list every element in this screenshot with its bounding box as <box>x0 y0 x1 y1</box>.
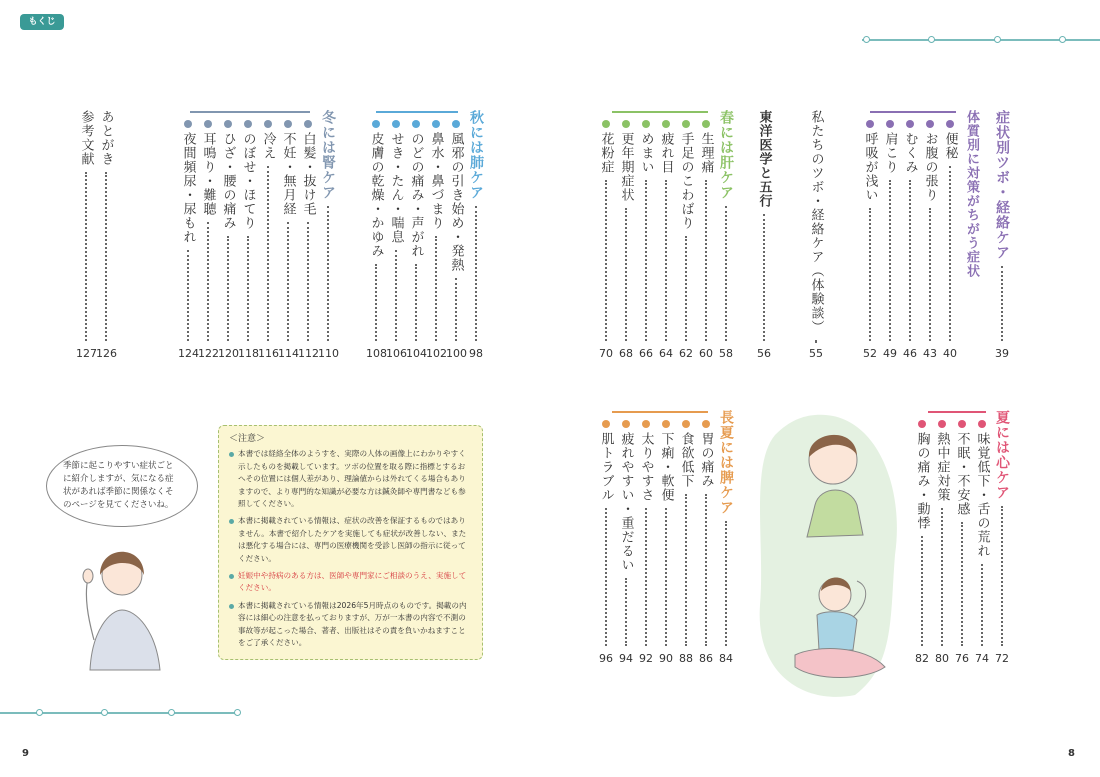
toc-item[interactable] <box>258 120 278 360</box>
bullet-icon <box>264 120 272 128</box>
notice-text: 本書に掲載されている情報は2026年5月時点のものです。掲載の内容には細心の注意を払っておりますが、万が一本書の内容で不測の事故等が起こった場合、著者、出版社はその責を負いかねますことをご了承ください。 <box>238 600 467 648</box>
toc-item-label: 手足のこわばり <box>678 132 694 230</box>
toc-item-label: 胸の痛み・動悸 <box>914 432 930 530</box>
toc-item-label: むくみ <box>902 132 918 174</box>
leader-dots <box>725 521 727 646</box>
toc-item[interactable] <box>446 120 466 360</box>
section-title: 冬には腎ケア <box>320 110 336 200</box>
rule-dot <box>928 36 935 43</box>
page-number-left: 9 <box>22 748 29 759</box>
bullet-icon <box>432 120 440 128</box>
page-ref: 96 <box>599 652 613 665</box>
toc-item[interactable] <box>278 120 298 360</box>
bullet-icon <box>958 420 966 428</box>
toc-item[interactable] <box>900 120 920 360</box>
leader-dots <box>725 206 727 341</box>
toc-item-label: 下痢・軟便 <box>658 432 674 502</box>
page-ref: 55 <box>809 347 823 360</box>
bullet-icon <box>204 120 212 128</box>
bullet-icon <box>926 120 934 128</box>
toc-item[interactable] <box>676 420 696 665</box>
page-ref: 110 <box>318 347 339 360</box>
page-ref: 70 <box>599 347 613 360</box>
toc-symptom-title: 症状別ツボ・経絡ケア <box>994 110 1010 260</box>
leader-dots <box>287 222 289 341</box>
page-ref: 118 <box>238 347 259 360</box>
toc-badge: もくじ <box>20 14 64 30</box>
bullet-icon <box>702 420 710 428</box>
toc-item[interactable] <box>616 120 636 360</box>
bullet-icon <box>602 120 610 128</box>
toc-item-label: 味覚低下・舌の荒れ <box>974 432 990 558</box>
bullet-icon <box>229 574 234 579</box>
leader-dots <box>395 250 397 341</box>
toc-item-label: のどの痛み・声がれ <box>408 132 424 258</box>
notice-box <box>218 425 483 660</box>
section-title: 秋には肺ケア <box>468 110 484 200</box>
bullet-icon <box>372 120 380 128</box>
bullet-icon <box>906 120 914 128</box>
toc-doyou-heading[interactable] <box>716 410 736 665</box>
page-ref: 90 <box>659 652 673 665</box>
leader-dots <box>929 208 931 341</box>
toc-item[interactable] <box>912 420 932 665</box>
toc-item-label: 肩こり <box>882 132 898 174</box>
toc-item[interactable] <box>406 120 426 360</box>
section-rule <box>190 111 310 113</box>
bullet-icon <box>642 420 650 428</box>
toc-item[interactable] <box>696 120 716 360</box>
toc-item-label: 花粉症 <box>598 132 614 174</box>
toc-item[interactable] <box>636 120 656 360</box>
page-number-right: 8 <box>1068 748 1075 759</box>
toc-story[interactable] <box>806 110 826 360</box>
page-ref: 102 <box>426 347 447 360</box>
leader-dots <box>921 536 923 646</box>
leader-dots <box>307 222 309 341</box>
leader-dots <box>889 180 891 341</box>
leader-dots <box>869 208 871 341</box>
toc-item[interactable] <box>366 120 386 360</box>
bullet-icon <box>642 120 650 128</box>
leader-dots <box>105 172 107 341</box>
notice-text: 本書では経絡全体のようすを、実際の人体の画像上にわかりやすく示したものを掲載しています。ツボの位置を取る際に指標とするおへその位置には個人差があり、理論値からは外れてくる場合もありますので、より専門的な知識が必要な方は鍼灸師や専門書なども参照してください。 <box>238 449 466 509</box>
leader-dots <box>685 236 687 341</box>
toc-afterword[interactable] <box>96 110 116 360</box>
page-ref: 114 <box>278 347 299 360</box>
bullet-icon <box>918 420 926 428</box>
toc-item-label: 皮膚の乾燥・かゆみ <box>368 132 384 258</box>
leader-dots <box>187 250 189 341</box>
bullet-icon <box>662 420 670 428</box>
rule-dot <box>168 709 175 716</box>
toc-item-label: 鼻水・鼻づまり <box>428 132 444 230</box>
bullet-icon <box>946 120 954 128</box>
bullet-icon <box>229 452 234 457</box>
page-ref: 62 <box>679 347 693 360</box>
toc-item-label: 疲れ目 <box>658 132 674 174</box>
notice-item <box>229 600 472 650</box>
page-ref: 40 <box>943 347 957 360</box>
page-ref: 64 <box>659 347 673 360</box>
speech-bubble <box>46 445 198 527</box>
toc-item[interactable] <box>940 120 960 360</box>
page-ref: 72 <box>995 652 1009 665</box>
section-rule <box>870 111 956 113</box>
section-rule <box>612 411 708 413</box>
toc-item-label: 私たちのツボ・経絡ケア（体験談） <box>808 110 824 334</box>
toc-references[interactable] <box>76 110 96 360</box>
toc-item-label: 胃の痛み <box>698 432 714 488</box>
page-ref: 68 <box>619 347 633 360</box>
bullet-icon <box>978 420 986 428</box>
leader-dots <box>605 508 607 646</box>
toc-item[interactable] <box>178 120 198 360</box>
toc-item-label: 呼吸が浅い <box>862 132 878 202</box>
leader-dots <box>475 206 477 341</box>
toc-symptom-subheading: 体質別に対策がちがう症状 <box>964 110 979 278</box>
toc-item[interactable] <box>198 120 218 360</box>
page-ref: 108 <box>366 347 387 360</box>
leader-dots <box>685 494 687 646</box>
notice-item <box>229 515 472 565</box>
bullet-icon <box>284 120 292 128</box>
bullet-icon <box>184 120 192 128</box>
page-ref: 100 <box>446 347 467 360</box>
section-title: 春には肝ケア <box>718 110 734 200</box>
bullet-icon <box>224 120 232 128</box>
toc-spring-heading[interactable] <box>716 110 736 360</box>
toc-item-label: のぼせ・ほてり <box>240 132 256 230</box>
leader-dots <box>1001 506 1003 646</box>
toc-summer-heading[interactable] <box>992 410 1012 665</box>
toc-item-label: あとがき <box>98 110 114 166</box>
woman-pointing-illustration <box>70 530 170 680</box>
speech-bubble-text: 季節に起こりやすい症状ごとに紹介しますが、気になる症状があれば季節に関係なくそのページを見てくださいね。 <box>63 461 174 510</box>
toc-item[interactable] <box>596 120 616 360</box>
bullet-icon <box>392 120 400 128</box>
page-ref: 86 <box>699 652 713 665</box>
leader-dots <box>327 206 329 341</box>
notice-title: ＜注意＞ <box>229 434 266 444</box>
toc-item-label: 不妊・無月経 <box>280 132 296 216</box>
bullet-icon <box>938 420 946 428</box>
toc-item-label: 生理痛 <box>698 132 714 174</box>
page-ref: 66 <box>639 347 653 360</box>
toc-item-label: 更年期症状 <box>618 132 634 202</box>
leader-dots <box>705 180 707 341</box>
toc-item-label: ひざ・腰の痛み <box>220 132 236 230</box>
rule-dot <box>1059 36 1066 43</box>
toc-item[interactable] <box>932 420 952 665</box>
leader-dots <box>207 222 209 341</box>
page-ref: 80 <box>935 652 949 665</box>
toc-item[interactable] <box>386 120 406 360</box>
notice-text: 妊娠中や持病のある方は、医師や専門家にご相談のうえ、実施してください。 <box>238 571 467 593</box>
toc-item-label: 白髪・抜け毛 <box>300 132 316 216</box>
bullet-icon <box>229 519 234 524</box>
page-ref: 82 <box>915 652 929 665</box>
toc-item[interactable] <box>596 420 616 665</box>
toc-item[interactable] <box>218 120 238 360</box>
toc-item-label: 太りやすさ <box>638 432 654 502</box>
section-rule <box>928 411 986 413</box>
bullet-icon <box>886 120 894 128</box>
leader-dots <box>85 172 87 341</box>
rule-dot <box>234 709 241 716</box>
notice-text: 本書に掲載されている情報は、症状の改善を保証するものではありません。本書で紹介したケアを実施しても症状が改善しない、または悪化する場合には、専門の医療機関を受診し医師の指示に従ってください。 <box>238 516 467 563</box>
page-ref: 46 <box>903 347 917 360</box>
bullet-icon <box>866 120 874 128</box>
page-ref: 104 <box>406 347 427 360</box>
rule-dot <box>36 709 43 716</box>
leader-dots <box>665 180 667 341</box>
page-ref: 76 <box>955 652 969 665</box>
leader-dots <box>705 494 707 646</box>
leader-dots <box>247 236 249 341</box>
page-ref: 127 <box>76 347 97 360</box>
toc-item-label: お腹の張り <box>922 132 938 202</box>
leader-dots <box>605 180 607 341</box>
rule-dot <box>863 36 870 43</box>
page-ref: 112 <box>298 347 319 360</box>
toc-east[interactable] <box>754 110 774 360</box>
leader-dots <box>645 508 647 646</box>
toc-item[interactable] <box>298 120 318 360</box>
toc-item-label: 便秘 <box>942 132 958 160</box>
page-ref: 92 <box>639 652 653 665</box>
rule-dot <box>101 709 108 716</box>
leader-dots <box>815 340 817 341</box>
toc-item[interactable] <box>676 120 696 360</box>
toc-symptom-heading[interactable] <box>992 110 1012 360</box>
toc-item[interactable] <box>426 120 446 360</box>
bullet-icon <box>662 120 670 128</box>
page-ref: 58 <box>719 347 733 360</box>
bullet-icon <box>304 120 312 128</box>
page-ref: 98 <box>469 347 483 360</box>
page-ref: 106 <box>386 347 407 360</box>
toc-item[interactable] <box>860 120 880 360</box>
toc-autumn-heading[interactable] <box>466 110 486 360</box>
toc-item-label: 疲れやすい・重だるい <box>618 432 634 572</box>
bullet-icon <box>412 120 420 128</box>
page-ref: 94 <box>619 652 633 665</box>
leader-dots <box>375 264 377 341</box>
toc-item[interactable] <box>920 120 940 360</box>
notice-item <box>229 448 472 510</box>
bullet-icon <box>244 120 252 128</box>
leader-dots <box>665 508 667 646</box>
page-ref: 120 <box>218 347 239 360</box>
leader-dots <box>267 166 269 341</box>
toc-item[interactable] <box>636 420 656 665</box>
toc-item[interactable] <box>880 120 900 360</box>
toc-item[interactable] <box>972 420 992 665</box>
toc-item-label: 不眠・不安感 <box>954 432 970 516</box>
leader-dots <box>763 214 765 341</box>
bullet-icon <box>622 420 630 428</box>
page-ref: 122 <box>198 347 219 360</box>
toc-item-label: 肌トラブル <box>598 432 614 502</box>
leader-dots <box>909 180 911 341</box>
toc-winter-heading[interactable] <box>318 110 338 360</box>
toc-item-label: 風邪の引き始め・発熱 <box>448 132 464 272</box>
bullet-icon <box>229 604 234 609</box>
page-ref: 116 <box>258 347 279 360</box>
toc-item[interactable] <box>238 120 258 360</box>
toc-item-label: 東洋医学と五行 <box>756 110 772 208</box>
toc-item-label: 夜間頻尿・尿もれ <box>180 132 196 244</box>
page-ref: 124 <box>178 347 199 360</box>
section-rule <box>376 111 458 113</box>
leader-dots <box>961 522 963 646</box>
page-ref: 52 <box>863 347 877 360</box>
leader-dots <box>645 180 647 341</box>
toc-item[interactable] <box>616 420 636 665</box>
bullet-icon <box>702 120 710 128</box>
leader-dots <box>625 208 627 341</box>
section-rule <box>612 111 708 113</box>
toc-item-label: 冷え <box>260 132 276 160</box>
leader-dots <box>625 578 627 646</box>
toc-item-label: めまい <box>638 132 654 174</box>
leader-dots <box>949 166 951 341</box>
notice-item-warning <box>229 570 472 595</box>
toc-item[interactable] <box>696 420 716 665</box>
bullet-icon <box>602 420 610 428</box>
bullet-icon <box>682 120 690 128</box>
toc-item-label: せき・たん・喘息 <box>388 132 404 244</box>
section-title: 夏には心ケア <box>994 410 1010 500</box>
toc-item[interactable] <box>656 420 676 665</box>
section-title: 長夏には脾ケア <box>718 410 734 515</box>
leader-dots <box>455 278 457 341</box>
page-ref: 126 <box>96 347 117 360</box>
page-ref: 49 <box>883 347 897 360</box>
stretching-women-illustration <box>745 405 905 705</box>
bullet-icon <box>682 420 690 428</box>
page-ref: 39 <box>995 347 1009 360</box>
toc-item[interactable] <box>656 120 676 360</box>
leader-dots <box>941 508 943 646</box>
page-ref: 56 <box>757 347 771 360</box>
toc-item-label: 熱中症対策 <box>934 432 950 502</box>
page-ref: 74 <box>975 652 989 665</box>
page-ref: 60 <box>699 347 713 360</box>
leader-dots <box>415 264 417 341</box>
toc-item-label: 参考文献 <box>78 110 94 166</box>
toc-item-label: 食欲低下 <box>678 432 694 488</box>
toc-item-label: 耳鳴り・難聴 <box>200 132 216 216</box>
rule-dot <box>994 36 1001 43</box>
bullet-icon <box>622 120 630 128</box>
leader-dots <box>435 236 437 341</box>
leader-dots <box>1001 266 1003 341</box>
page-ref: 88 <box>679 652 693 665</box>
page-ref: 84 <box>719 652 733 665</box>
toc-item[interactable] <box>952 420 972 665</box>
page-ref: 43 <box>923 347 937 360</box>
leader-dots <box>981 564 983 646</box>
leader-dots <box>227 236 229 341</box>
bullet-icon <box>452 120 460 128</box>
